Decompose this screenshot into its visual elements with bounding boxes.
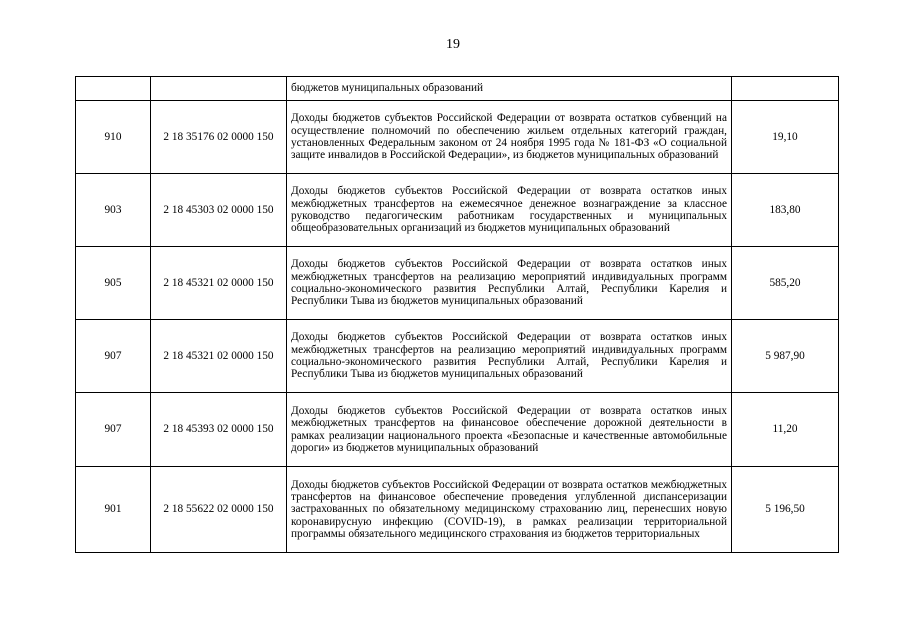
table-row — [76, 247, 839, 320]
page-number: 19 — [446, 37, 460, 52]
budget-code-cell: 2 18 45321 02 0000 150 — [151, 320, 287, 393]
budget-code-cell: 2 18 45393 02 0000 150 — [151, 393, 287, 467]
revenue-name-cell: Доходы бюджетов субъектов Российской Федерации от возврата остатков межбюджетных трансфертов на финансовое обеспечение проведения углубленной диспансеризации застрахованных по обязательному медицинскому страхованию лиц, перенесших новую коронавирусную инфекцию (COVID-19), в рамках реализации территориальной программы обязательного медицинского страхования из бюджетов территориальных — [287, 467, 732, 553]
admin-code-cell: 903 — [76, 174, 151, 247]
amount-cell: 183,80 — [732, 174, 839, 247]
amount-cell: 19,10 — [732, 101, 839, 174]
revenue-name-cell: бюджетов муниципальных образований — [287, 77, 732, 101]
revenue-name-cell: Доходы бюджетов субъектов Российской Федерации от возврата остатков иных межбюджетных трансфертов на реализацию мероприятий индивидуальных программ социально-экономического развития Республики Алтай, Республики Карелия и Республики Тыва из бюджетов муниципальных образований — [287, 320, 732, 393]
revenue-name-cell: Доходы бюджетов субъектов Российской Федерации от возврата остатков иных межбюджетных трансфертов на реализацию мероприятий индивидуальных программ социально-экономического развития Республики Алтай, Республики Карелия и Республики Тыва из бюджетов муниципальных образований — [287, 247, 732, 320]
budget-code-cell: 2 18 35176 02 0000 150 — [151, 101, 287, 174]
budget-revenue-table — [75, 76, 839, 553]
budget-code-cell: 2 18 55622 02 0000 150 — [151, 467, 287, 553]
admin-code-cell: 907 — [76, 320, 151, 393]
admin-code-cell: 905 — [76, 247, 151, 320]
admin-code-cell: 910 — [76, 101, 151, 174]
amount-cell: 5 196,50 — [732, 467, 839, 553]
table-row — [76, 77, 839, 101]
table-row — [76, 101, 839, 174]
table-row — [76, 467, 839, 553]
table-row — [76, 393, 839, 467]
budget-code-cell: 2 18 45321 02 0000 150 — [151, 247, 287, 320]
amount-cell: 5 987,90 — [732, 320, 839, 393]
amount-cell: 585,20 — [732, 247, 839, 320]
revenue-name-cell: Доходы бюджетов субъектов Российской Федерации от возврата остатков иных межбюджетных трансфертов на финансовое обеспечение дорожной деятельности в рамках реализации национального проекта «Безопасные и качественные автомобильные дороги» из бюджетов муниципальных образований — [287, 393, 732, 467]
admin-code-cell — [76, 77, 151, 101]
table-row — [76, 320, 839, 393]
budget-code-cell: 2 18 45303 02 0000 150 — [151, 174, 287, 247]
amount-cell — [732, 77, 839, 101]
admin-code-cell: 901 — [76, 467, 151, 553]
budget-code-cell — [151, 77, 287, 101]
admin-code-cell: 907 — [76, 393, 151, 467]
amount-cell: 11,20 — [732, 393, 839, 467]
table-row — [76, 174, 839, 247]
revenue-name-cell: Доходы бюджетов субъектов Российской Федерации от возврата остатков иных межбюджетных трансфертов на ежемесячное денежное вознаграждение за классное руководство педагогическим работникам государственных и муниципальных общеобразовательных организаций из бюджетов муниципальных образований — [287, 174, 732, 247]
revenue-name-cell: Доходы бюджетов субъектов Российской Федерации от возврата остатков субвенций на осуществление полномочий по обеспечению жильем отдельных категорий граждан, установленных Федеральным законом от 24 ноября 1995 года № 181-ФЗ «О социальной защите инвалидов в Российской Федерации», из бюджетов муниципальных образований — [287, 101, 732, 174]
